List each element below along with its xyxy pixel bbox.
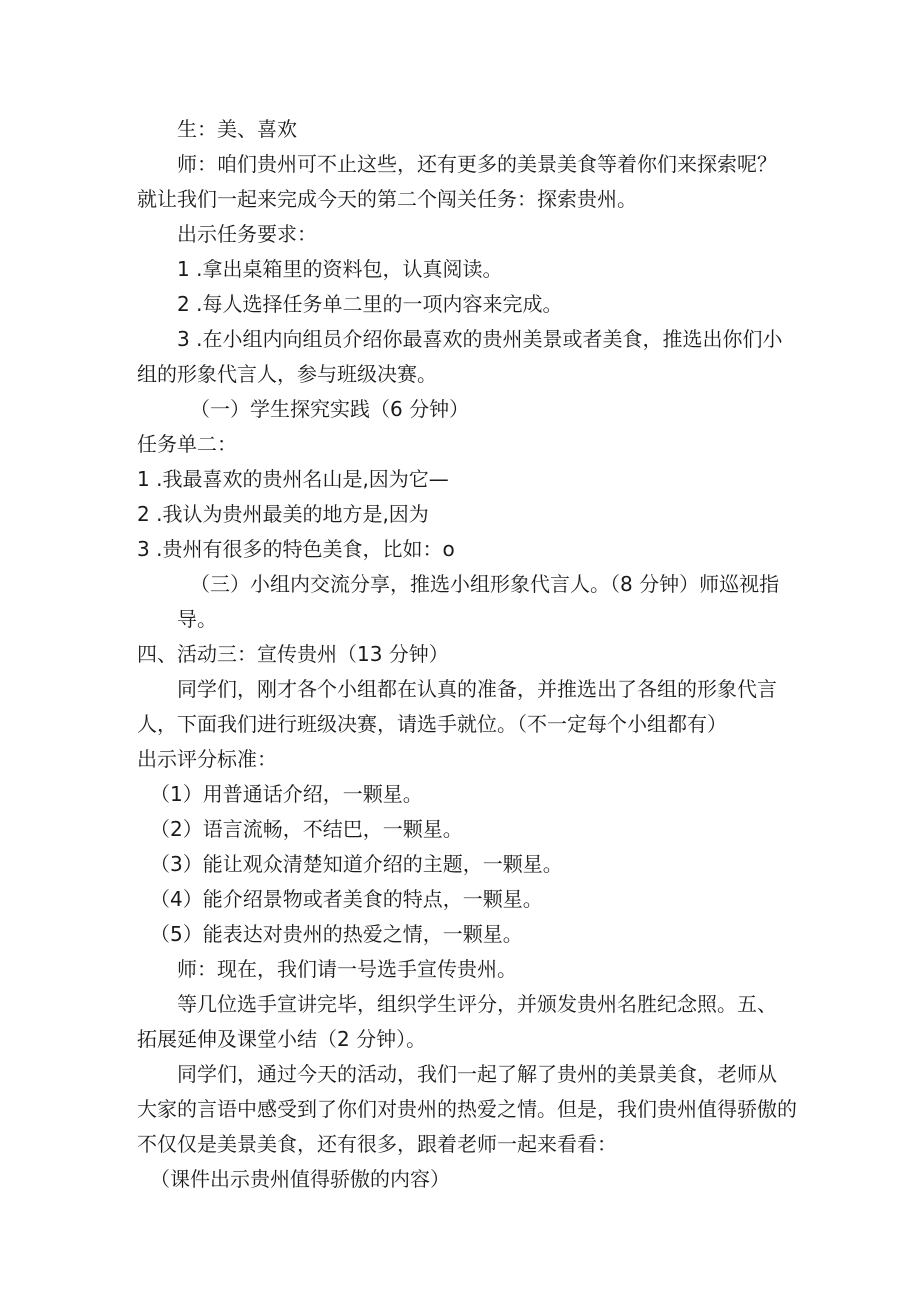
text-line-25: 师：现在，我们请一号选手宣传贵州。 <box>177 957 517 981</box>
text-line-7: 3 .在小组内向组员介绍你最喜欢的贵州美景或者美食，推选出你们小 <box>177 327 783 351</box>
text-line-16: 四、活动三：宣传贵州（13 分钟） <box>137 642 449 666</box>
text-line-23: （4）能介绍景物或者美食的特点，一颗星。 <box>150 887 543 911</box>
text-line-5: 1 .拿出桌箱里的资料包，认真阅读。 <box>177 257 503 281</box>
text-line-11: 1 .我最喜欢的贵州名山是,因为它— <box>137 467 449 491</box>
text-line-19: 出示评分标准： <box>137 747 277 771</box>
text-line-2: 师：咱们贵州可不止这些，还有更多的美景美食等着你们来探索呢？ <box>177 152 777 176</box>
text-line-26: 等几位选手宣讲完毕，组织学生评分，并颁发贵州名胜纪念照。五、 <box>177 992 777 1016</box>
text-line-3: 就让我们一起来完成今天的第二个闯关任务：探索贵州。 <box>137 187 637 211</box>
text-line-27: 拓展延伸及课堂小结（2 分钟）。 <box>137 1027 427 1051</box>
text-line-24: （5）能表达对贵州的热爱之情，一颗星。 <box>150 922 523 946</box>
text-line-14: （三）小组内交流分享，推选小组形象代言人。（8 分钟）师巡视指 <box>190 572 780 596</box>
text-line-29: 大家的言语中感受到了你们对贵州的热爱之情。但是，我们贵州值得骄傲的 <box>137 1097 797 1121</box>
text-line-17: 同学们，刚才各个小组都在认真的准备，并推选出了各组的形象代言 <box>177 677 777 701</box>
text-line-8: 组的形象代言人，参与班级决赛。 <box>137 362 437 386</box>
text-line-10: 任务单二： <box>137 432 237 456</box>
text-line-28: 同学们，通过今天的活动，我们一起了解了贵州的美景美食，老师从 <box>177 1062 777 1086</box>
text-line-6: 2 .每人选择任务单二里的一项内容来完成。 <box>177 292 563 316</box>
text-line-31: （课件出示贵州值得骄傲的内容） <box>150 1167 450 1191</box>
text-line-22: （3）能让观众清楚知道介绍的主题，一颗星。 <box>150 852 563 876</box>
text-line-9: （一）学生探究实践（6 分钟） <box>190 397 470 421</box>
text-line-4: 出示任务要求： <box>177 222 317 246</box>
text-line-20: （1）用普通话介绍，一颗星。 <box>150 782 423 806</box>
text-line-15: 导。 <box>177 607 217 631</box>
text-line-13: 3 .贵州有很多的特色美食，比如：o <box>137 537 455 561</box>
text-line-21: （2）语言流畅，不结巴，一颗星。 <box>150 817 463 841</box>
text-line-30: 不仅仅是美景美食，还有很多，跟着老师一起来看看： <box>137 1132 617 1156</box>
text-line-1: 生：美、喜欢 <box>177 117 297 141</box>
text-line-18: 人，下面我们进行班级决赛，请选手就位。（不一定每个小组都有） <box>137 712 727 736</box>
text-line-12: 2 .我认为贵州最美的地方是,因为 <box>137 502 429 526</box>
